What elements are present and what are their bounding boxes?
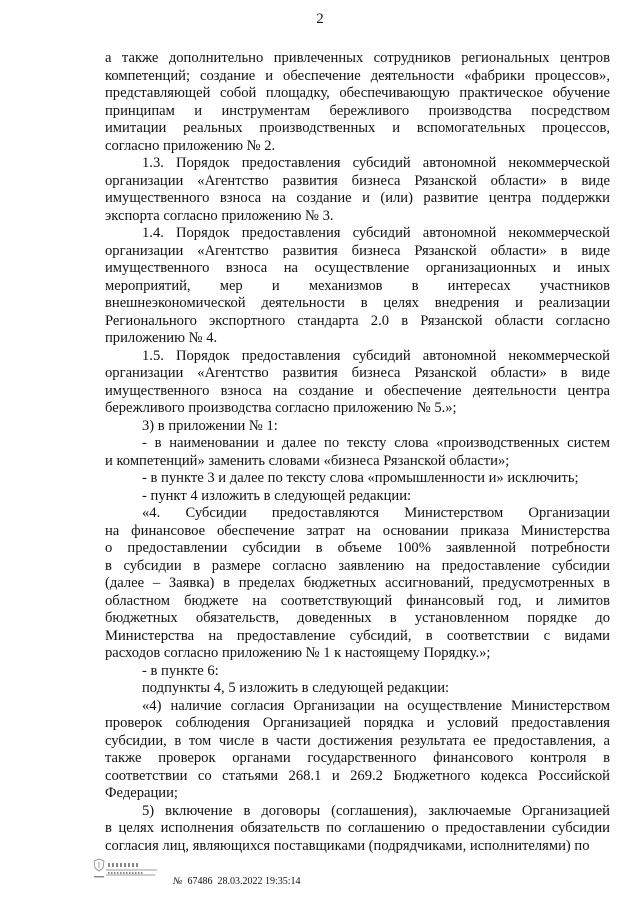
text-line: мероприятий, мер и механизмов в интересах участников bbox=[105, 277, 610, 294]
stamp-number-sign: № bbox=[173, 876, 183, 887]
text-line: принципам и инструментам бережливого производства посредством bbox=[105, 102, 610, 119]
text-line: бюджетных обязательств, доведенных в установленном порядке до bbox=[105, 610, 610, 626]
page-number: 2 bbox=[316, 11, 324, 27]
text-line: - в пункте 6: bbox=[142, 662, 219, 679]
text-line: а также дополнительно привлеченных сотрудников региональных центров bbox=[105, 50, 610, 66]
text-line: также проверок органами государственного финансового контроля в bbox=[105, 750, 610, 766]
text-line: субсидии, в том числе в части достижения результата ее предоставления, а bbox=[105, 732, 610, 749]
text-line: - пункт 4 изложить в следующей редакции: bbox=[142, 487, 412, 504]
text-line: 1.3. Порядок предоставления субсидий автономной некоммерческой bbox=[142, 155, 610, 171]
text-line: организации «Агентство развития бизнеса Рязанской области» в виде bbox=[105, 365, 610, 381]
text-line: имущественного взноса на создание и обеспечение деятельности центра bbox=[105, 382, 610, 399]
text-line: соответствии со статьями 268.1 и 269.2 Бюджетного кодекса Российской bbox=[105, 767, 610, 784]
text-line: и компетенций» заменить словами «бизнеса Рязанской области»; bbox=[105, 452, 510, 469]
stamp-datetime: 28.03.2022 19:35:14 bbox=[217, 876, 301, 887]
text-line: областном бюджете на соответствующий финансовый год, и лимитов bbox=[105, 592, 610, 609]
text-line: в целях исполнения обязательств по соглашению о предоставлении субсидии bbox=[105, 820, 610, 836]
text-line: расходов согласно приложению № 1 к настоящему Порядку.»; bbox=[105, 645, 491, 661]
text-line: на финансовое обеспечение затрат на основании приказа Министерства bbox=[105, 522, 610, 539]
government-logo bbox=[91, 858, 161, 880]
text-line: 3) в приложении № 1: bbox=[142, 417, 278, 434]
text-line: представляющей собой площадку, обеспечивающую практическое обучение bbox=[105, 85, 610, 101]
text-line: имущественного взноса на осуществление организационных и иных bbox=[105, 260, 610, 276]
text-line: (далее – Заявка) в пределах бюджетных ассигнований, предусмотренных в bbox=[105, 575, 610, 591]
text-line: 1.5. Порядок предоставления субсидий автономной некоммерческой bbox=[142, 347, 610, 364]
text-line: организации «Агентство развития бизнеса Рязанской области» в виде bbox=[105, 242, 610, 259]
text-line: Министерства на предоставление субсидий, в соответствии с видами bbox=[105, 627, 610, 644]
text-line: - в наименовании и далее по тексту слова «производственных систем bbox=[142, 435, 610, 451]
text-line: согласия лиц, являющихся поставщиками (подрядчиками, исполнителями) по bbox=[105, 837, 590, 854]
text-line: подпункты 4, 5 изложить в следующей редакции: bbox=[142, 680, 450, 696]
text-line: 5) включение в договоры (соглашения), заключаемые Организацией bbox=[142, 802, 610, 819]
text-line: Регионального экспортного стандарта 2.0 в Рязанской области согласно bbox=[105, 312, 610, 329]
text-line: Федерации; bbox=[105, 785, 178, 801]
text-line: в субсидии в размере согласно заявлению на предоставление субсидии bbox=[105, 557, 610, 574]
text-line: проверок соблюдения Организацией порядка и условий предоставления bbox=[105, 715, 610, 731]
text-line: о предоставлении субсидии в объеме 100% заявленной потребности bbox=[105, 540, 610, 556]
text-line: бережливого производства согласно приложению № 5.»; bbox=[105, 400, 457, 416]
text-line: согласно приложению № 2. bbox=[105, 137, 276, 154]
text-line: имитации реальных производственных и вспомогательных процессов, bbox=[105, 120, 610, 136]
text-line: организации «Агентство развития бизнеса Рязанской области» в виде bbox=[105, 172, 610, 189]
document-stamp bbox=[173, 876, 306, 887]
text-line: экспорта согласно приложению № 3. bbox=[105, 207, 334, 224]
stamp-number: 67486 bbox=[187, 876, 213, 887]
text-line: приложению № 4. bbox=[105, 330, 218, 346]
text-line: - в пункте 3 и далее по тексту слова «промышленности и» исключить; bbox=[142, 470, 579, 486]
text-line: имущественного взноса на создание и (или) развитие центра поддержки bbox=[105, 190, 610, 206]
text-line: компетенций; создание и обеспечение деятельности «фабрики процессов», bbox=[105, 67, 610, 84]
text-line: «4) наличие согласия Организации на осуществление Министерством bbox=[142, 697, 610, 714]
text-line: 1.4. Порядок предоставления субсидий автономной некоммерческой bbox=[142, 225, 610, 241]
text-line: внешнеэкономической деятельности в целях внедрения и реализации bbox=[105, 295, 610, 311]
text-line: «4. Субсидии предоставляются Министерством Организации bbox=[142, 505, 610, 521]
